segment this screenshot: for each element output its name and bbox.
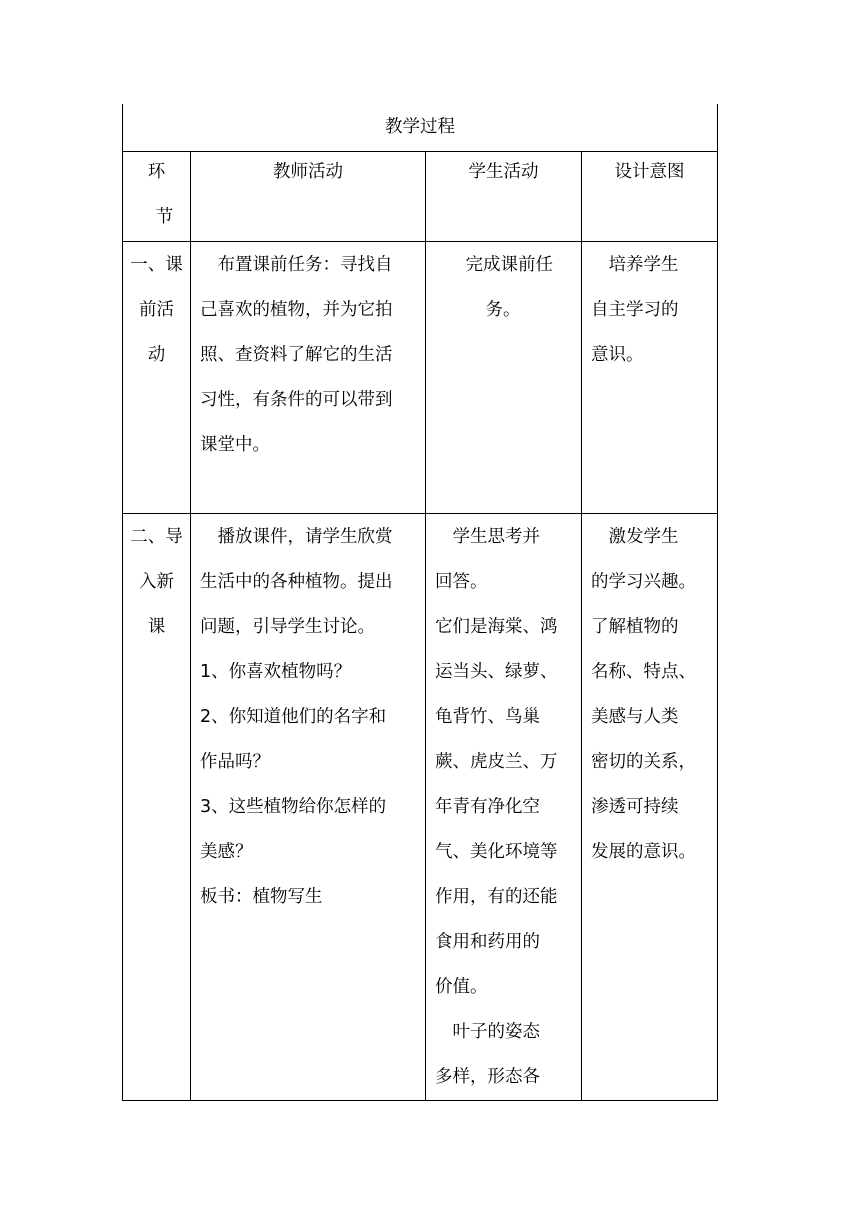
row2-teacher-line: 生活中的各种植物。提出 [200, 572, 393, 592]
row2-design-line: 密切的关系， [591, 752, 696, 772]
row2-stage-line: 二、导 [130, 527, 183, 547]
row2-student-line: 多样，形态各 [435, 1067, 540, 1087]
row2-stage-line: 入新 [139, 572, 174, 592]
header-stage-line-1: 环 [147, 162, 166, 182]
column-divider-2 [425, 151, 426, 1101]
row2-design-line: 美感与人类 [591, 707, 679, 727]
row2-design-line: 名称、特点、 [591, 662, 696, 682]
row1-student-activity [448, 243, 578, 333]
row2-teacher-line: 2、你知道他们的名字和 [200, 707, 387, 727]
row2-teacher-line: 问题，引导学生讨论。 [200, 617, 375, 637]
row1-student-line: 务。 [468, 300, 521, 320]
row1-stage-line: 一、课 [130, 255, 183, 275]
row2-design-intent [591, 515, 715, 875]
row1-stage [123, 243, 190, 378]
row1-teacher-line: 布置课前任务：寻找自 [200, 255, 393, 275]
table-title [123, 105, 717, 150]
row2-design-line: 激发学生 [591, 527, 679, 547]
row2-student-line: 回答。 [435, 572, 488, 592]
table-border-bottom [122, 1100, 718, 1101]
row1-design-line: 自主学习的 [591, 300, 679, 320]
row2-student-line: 运当头、绿萝、 [435, 662, 558, 682]
row1-teacher-line: 习性，有条件的可以带到 [200, 390, 393, 410]
row2-teacher-line: 1、你喜欢植物吗？ [200, 662, 352, 682]
row2-stage [123, 515, 190, 650]
header-stage-line-2: 节 [155, 207, 174, 227]
row2-student-line: 食用和药用的 [435, 932, 540, 952]
table-title-text: 教学过程 [385, 117, 455, 137]
header-design-intent [582, 150, 717, 195]
row1-teacher-line: 照、查资料了解它的生活 [200, 345, 393, 365]
row1-design-line: 意识。 [591, 345, 644, 365]
header-teacher-text: 教师活动 [273, 162, 343, 182]
row2-design-line: 发展的意识。 [591, 842, 696, 862]
row2-student-line: 年青有净化空 [435, 797, 540, 817]
row2-design-line: 渗透可持续 [591, 797, 679, 817]
column-divider-1 [190, 151, 191, 1101]
row1-teacher-line: 课堂中。 [200, 435, 270, 455]
row2-teacher-line: 作品吗？ [200, 752, 270, 772]
row2-teacher-line: 播放课件，请学生欣赏 [200, 527, 393, 547]
row2-student-activity [435, 515, 579, 1100]
row-divider-header [122, 241, 718, 242]
header-design-text: 设计意图 [614, 162, 685, 182]
row2-student-line: 叶子的姿态 [435, 1022, 540, 1042]
row2-teacher-line: 板书：植物写生 [200, 887, 323, 907]
row1-teacher-activity [200, 243, 422, 468]
header-student-text: 学生活动 [468, 162, 539, 182]
row1-design-line: 培养学生 [591, 255, 679, 275]
header-stage [123, 150, 190, 240]
row2-teacher-line: 3、这些植物给你怎样的 [200, 797, 387, 817]
row1-student-line: 完成课前任 [448, 255, 553, 275]
row2-teacher-line: 美感？ [200, 842, 253, 862]
row1-stage-line: 动 [147, 345, 166, 365]
row2-student-line: 它们是海棠、鸿 [435, 617, 558, 637]
row1-teacher-line: 己喜欢的植物，并为它拍 [200, 300, 393, 320]
table-border-right [717, 104, 718, 1101]
row1-stage-line: 前活 [139, 300, 174, 320]
row2-stage-line: 课 [147, 617, 166, 637]
row2-student-line: 气、美化环境等 [435, 842, 558, 862]
row2-student-line: 作用，有的还能 [435, 887, 558, 907]
row2-design-line: 了解植物的 [591, 617, 679, 637]
row1-design-intent [591, 243, 715, 378]
row-divider-1 [122, 513, 718, 514]
header-student-activity [426, 150, 581, 195]
row2-student-line: 龟背竹、鸟巢 [435, 707, 540, 727]
row2-teacher-activity [200, 515, 422, 920]
header-teacher-activity [191, 150, 425, 195]
row2-student-line: 价值。 [435, 977, 488, 997]
row2-student-line: 学生思考并 [435, 527, 540, 547]
row2-student-line: 蕨、虎皮兰、万 [435, 752, 558, 772]
column-divider-3 [581, 151, 582, 1101]
row2-design-line: 的学习兴趣。 [591, 572, 696, 592]
